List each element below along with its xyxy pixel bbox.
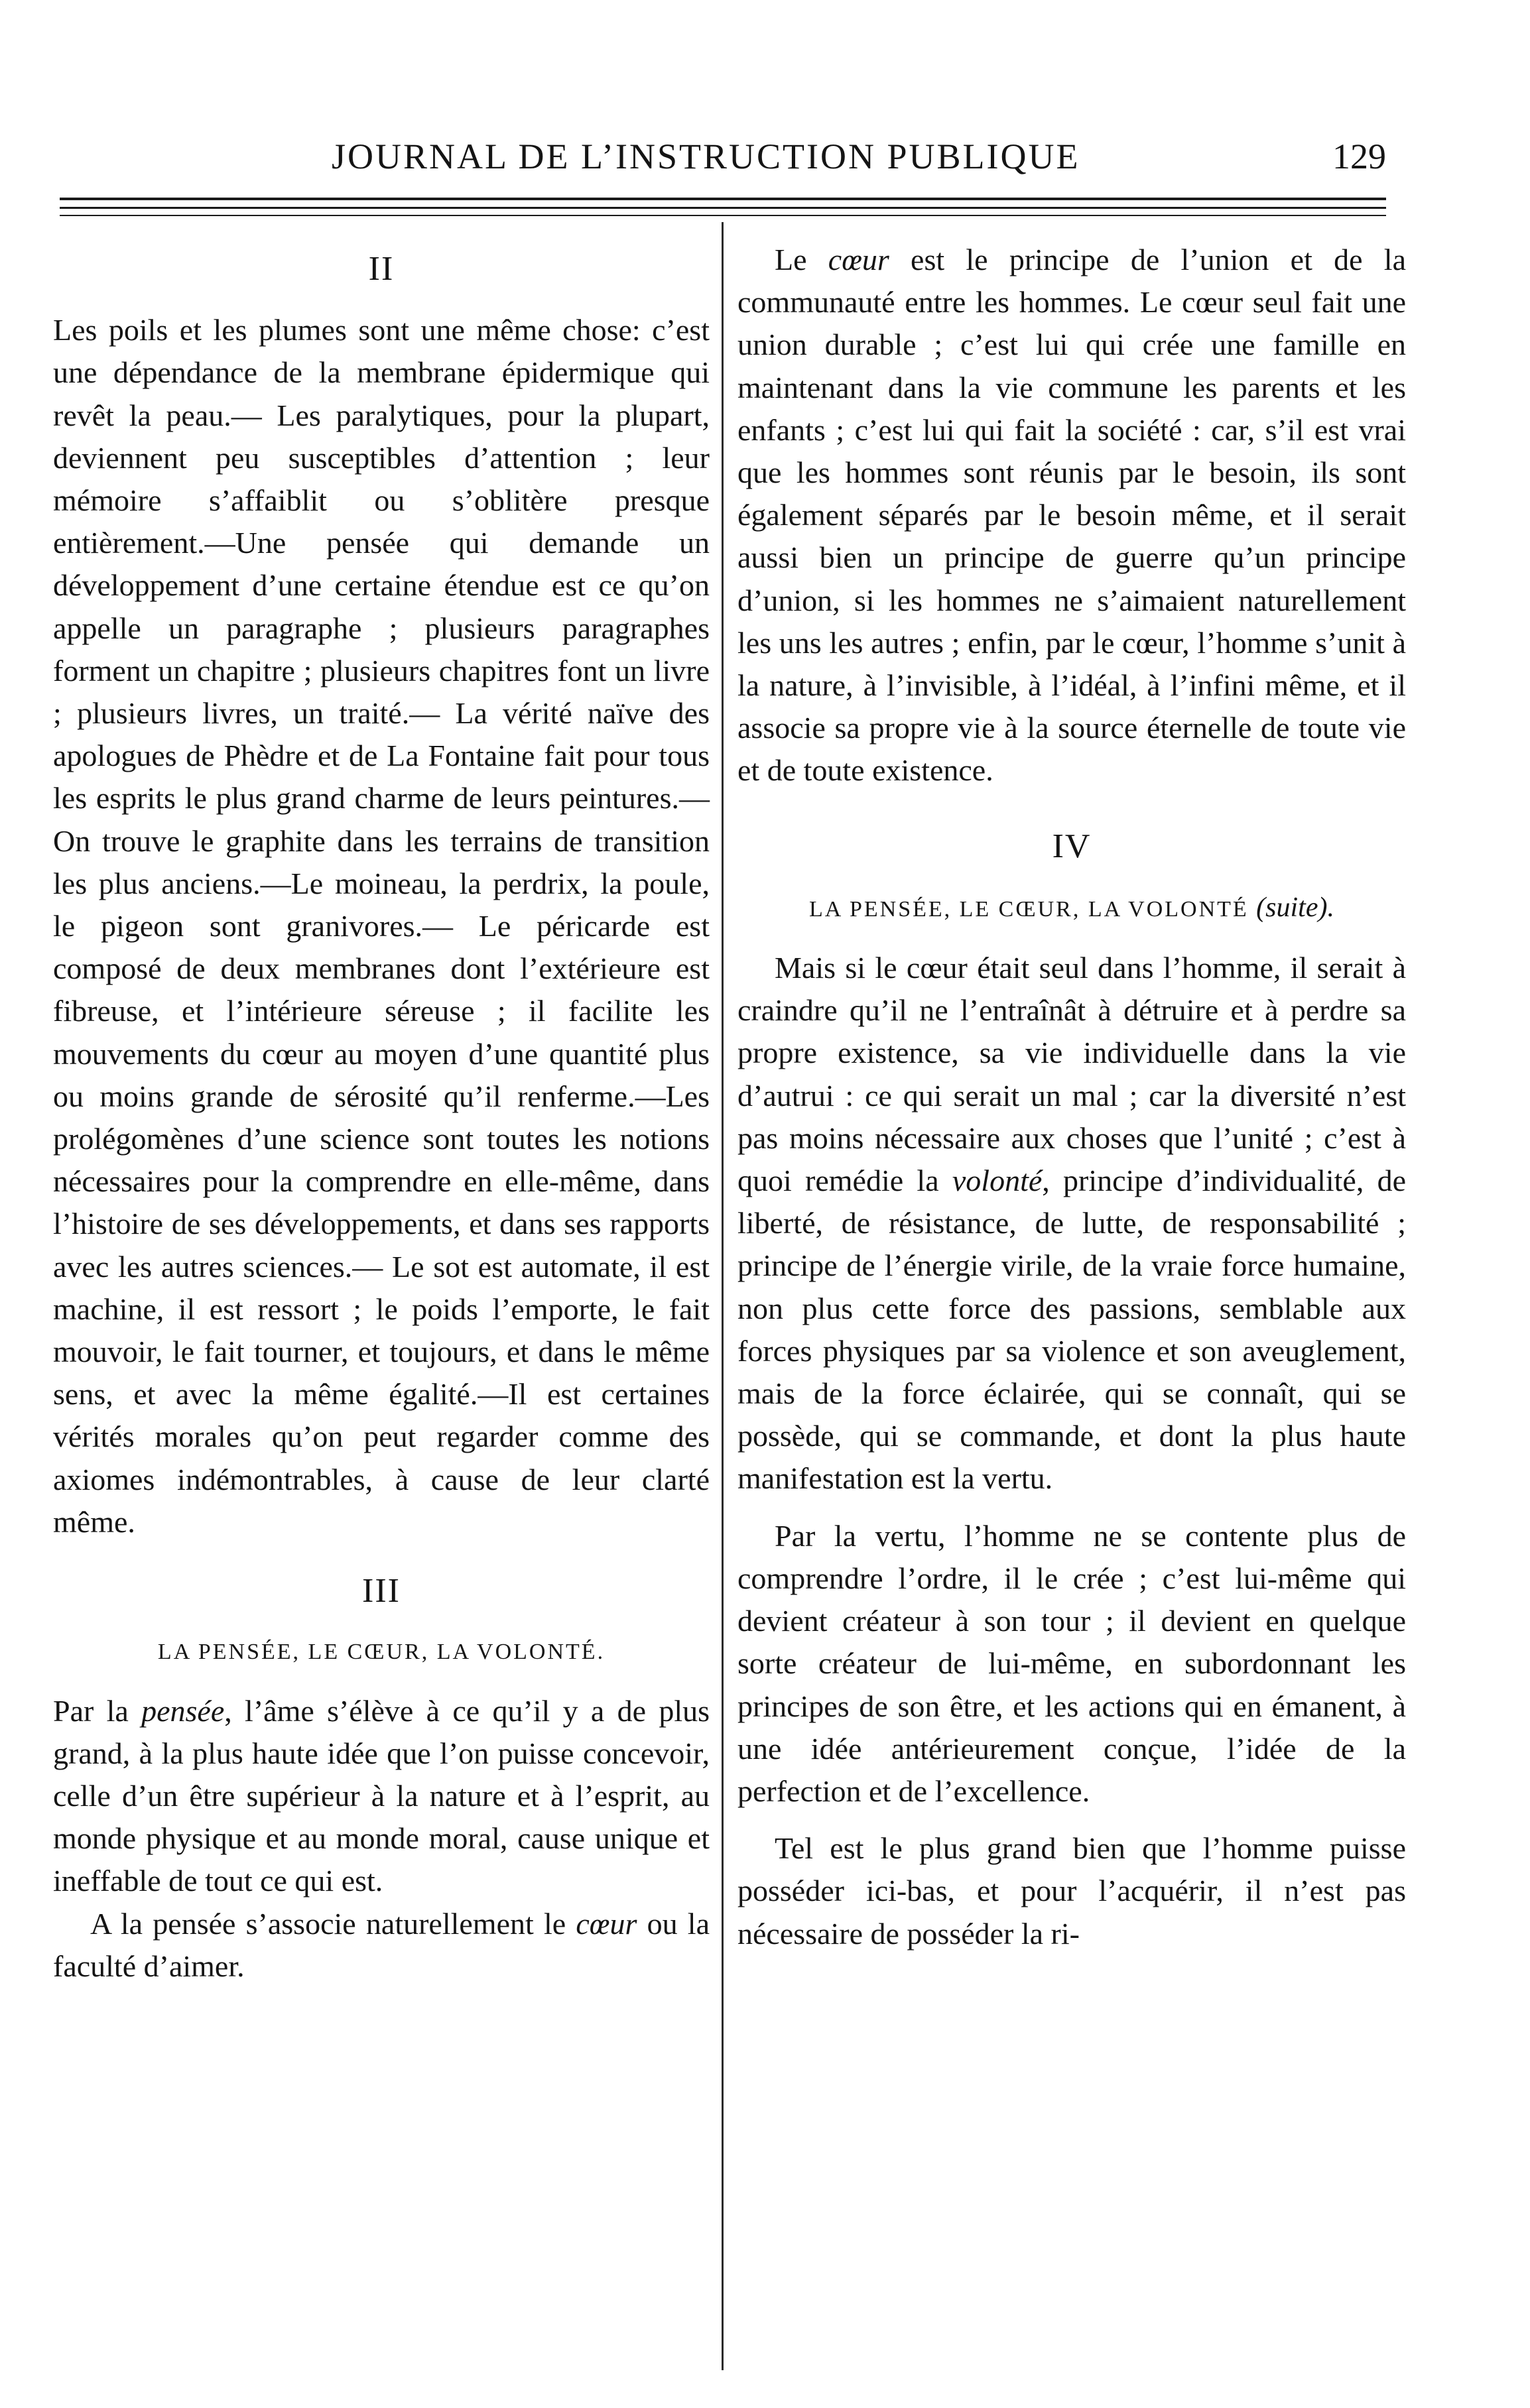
italic-term: pensée bbox=[141, 1693, 225, 1728]
running-title: JOURNAL DE L’INSTRUCTION PUBLIQUE bbox=[332, 137, 1080, 176]
text-run: Par la bbox=[53, 1693, 142, 1728]
italic-term: cœur bbox=[576, 1906, 637, 1941]
section-iv-heading bbox=[737, 886, 1406, 931]
section-ii-paragraph: Les poils et les plumes sont une même chose: c’est une dépendance de la membrane épidermique qui revêt la peau.— Les paralytiques, pour la plupart, deviennent peu susceptibles d’attention ; leur mémoire s’affaiblit ou s’oblitère presque entièrement.—Une pensée qui demande un développement d’une certaine étendue est ce qu’on appelle un paragraphe ; plusieurs paragraphes forment un chapitre ; plusieurs chapitres font un livre ; plusieurs livres, un traité.— La vérité naïve des apologues de Phèdre et de La Fontaine fait pour tous les esprits le plus grand charme de leurs peintures.—On trouve le graphite dans les terrains de transition les plus anciens.—Le moineau, la perdrix, la poule, le pigeon sont granivores.— Le péricarde est composé de deux membranes dont l’extérieure est fibreuse, et l’intérieure séreuse ; il facilite les mouvements du cœur au moyen d’une quantité plus ou moins grande de sérosité qu’il renferme.—Les prolégomènes d’une science sont toutes les notions nécessaires pour la comprendre en elle-même, dans l’histoire de ses développements, et dans ses rapports avec les autres sciences.— Le sot est automate, il est machine, il est ressort ; le poids l’emporte, le fait mouvoir, le fait tourner, et toujours, et dans le même sens, et avec la même égalité.—Il est certaines vérités morales qu’on peut regarder comme des axiomes indémontrables, à cause de leur clarté même. bbox=[53, 313, 710, 1539]
text-run: A la pensée s’associe naturellement le bbox=[90, 1906, 576, 1941]
text-run: , l’âme s’élève à ce qu’il y a de plus grand, à la plus haute idée que l’on puisse concevoir, celle d’un être supérieur à la nature et à l’esprit, au monde physique et au monde moral, cause unique et ineffable de tout ce qui est. bbox=[53, 1693, 710, 1898]
section-numeral-iii: III bbox=[362, 1572, 401, 1610]
right-paragraph-1 bbox=[737, 239, 1406, 792]
text-run: Le bbox=[775, 243, 828, 276]
right-column bbox=[737, 239, 1406, 1955]
header-rule bbox=[60, 215, 1386, 216]
section-iv-paragraph-1 bbox=[737, 947, 1406, 1500]
heading-suffix: (suite). bbox=[1256, 892, 1334, 923]
heading-text: LA PENSÉE, LE CŒUR, LA VOLONTÉ bbox=[809, 896, 1249, 922]
italic-term: cœur bbox=[828, 243, 889, 276]
text-run: , principe d’individualité, de liberté, de résistance, de lutte, de responsabilité ; principe de l’énergie virile, de la vraie force humaine, non plus cette force des passions, semblable aux forces physiques par sa violence et son aveuglement, mais de la force éclairée, qui se connaît, qui se possède, qui se commande, et dont la plus haute manifestation est la vertu. bbox=[737, 1164, 1407, 1496]
section-iii-paragraph-2 bbox=[53, 1903, 710, 1988]
header-rule bbox=[60, 207, 1386, 209]
page-number: 129 bbox=[1332, 137, 1386, 176]
section-numeral-iv: IV bbox=[1052, 827, 1092, 865]
section-iv-paragraph-3: Tel est le plus grand bien que l’homme puisse posséder ici-bas, et pour l’acquérir, il n’est pas nécessaire de posséder la ri- bbox=[737, 1831, 1406, 1951]
section-iii-heading: LA PENSÉE, LE CŒUR, LA VOLONTÉ. bbox=[157, 1640, 606, 1665]
italic-term: volonté bbox=[952, 1164, 1043, 1198]
text-run: ou la faculté d’aimer. bbox=[53, 1906, 710, 1983]
section-iii-paragraph-1 bbox=[53, 1690, 710, 1903]
section-iv-paragraph-2: Par la vertu, l’homme ne se contente plus de comprendre l’ordre, il le crée ; c’est lui-même qui devient créateur à son tour ; il devient en quelque sorte créateur de lui-même, en subordonnant les principes de son être, et les actions qui en émanent, à une idée antérieurement conçue, l’idée de la perfection et de l’excellence. bbox=[737, 1518, 1406, 1808]
left-column bbox=[53, 239, 710, 1988]
text-run: est le principe de l’union et de la communauté entre les hommes. Le cœur seul fait une union durable ; c’est lui qui crée une famille en maintenant dans la vie commune les parents et les enfants ; c’est lui qui fait la société : car, s’il est vrai que les hommes sont réunis par le besoin, ils sont également séparés par le besoin même, et il serait aussi bien un principe de guerre qu’un principe d’union, si les hommes ne s’aimaient naturellement les uns les autres ; enfin, par le cœur, l’homme s’unit à la nature, à l’invisible, à l’idéal, à l’infini même, et il associe sa propre vie à la source éternelle de toute vie et de toute existence. bbox=[737, 243, 1406, 788]
column-divider bbox=[722, 222, 724, 2370]
header-rule bbox=[60, 198, 1386, 200]
section-numeral-ii: II bbox=[368, 250, 395, 288]
text-run: Mais si le cœur était seul dans l’homme, il serait à craindre qu’il ne l’entraînât à détruire et à perdre sa propre existence, sa vie individuelle dans la vie d’autrui : ce qui serait un mal ; car la diversité n’est pas moins nécessaire aux choses que l’unité ; c’est à quoi remédie la bbox=[737, 951, 1406, 1198]
running-header bbox=[60, 136, 1386, 196]
